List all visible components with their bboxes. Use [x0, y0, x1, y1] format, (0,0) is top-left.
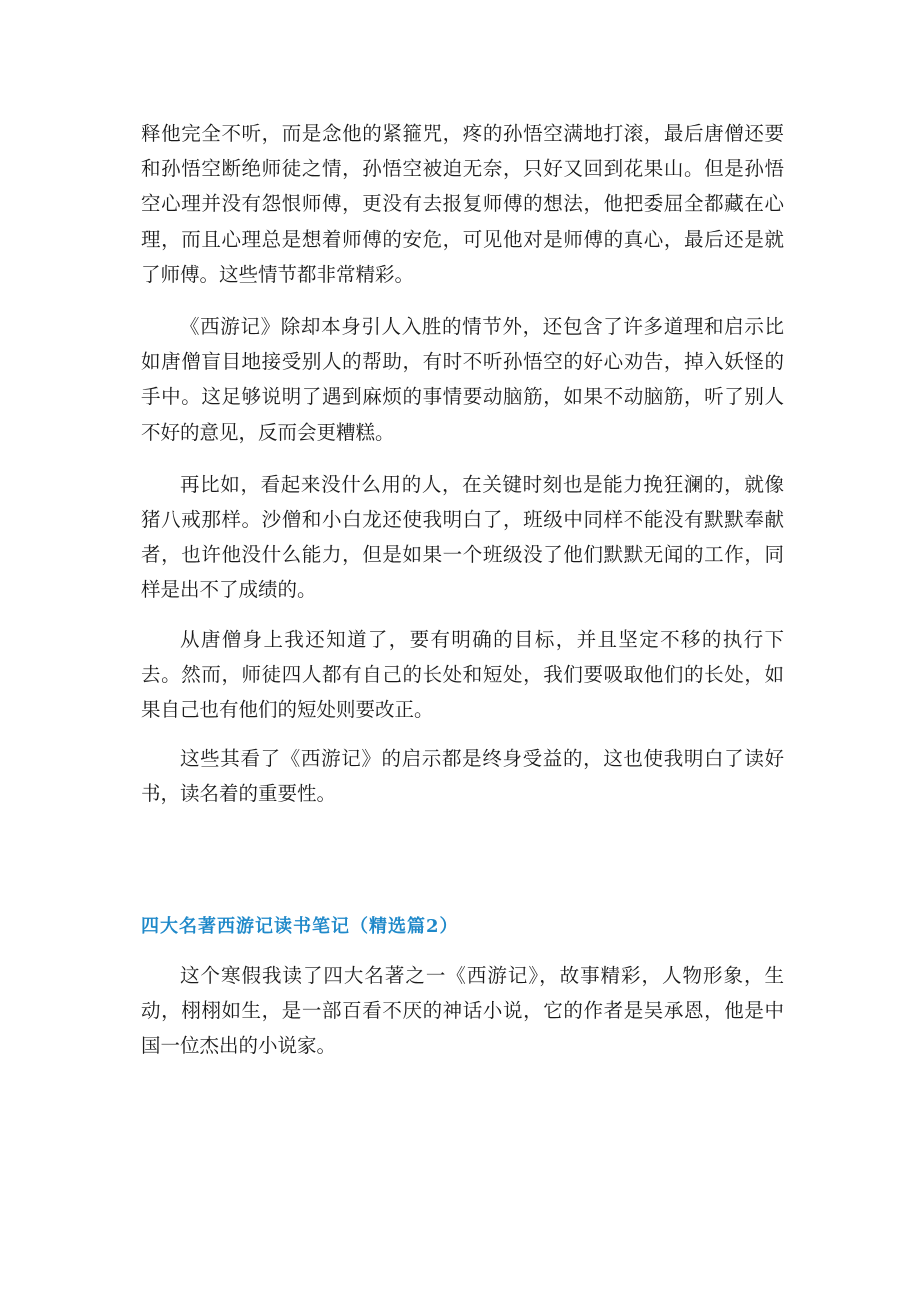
document-body — [141, 116, 784, 1063]
paragraph-tang-monk-goals: 从唐僧身上我还知道了，要有明确的目标，并且坚定不移的执行下去。然而，师徒四人都有自己的长处和短处，我们要吸取他们的长处，如果自己也有他们的短处则要改正。 — [141, 627, 784, 722]
paragraph-section-intro: 这个寒假我读了四大名著之一《西游记》，故事精彩，人物形象，生动，栩栩如生，是一部百看不厌的神话小说，它的作者是吴承恩，他是中国一位杰出的小说家。 — [141, 963, 784, 1058]
paragraph-continued: 释他完全不听，而是念他的紧箍咒，疼的孙悟空满地打滚，最后唐僧还要和孙悟空断绝师徒之情，孙悟空被迫无奈，只好又回到花果山。但是孙悟空心理并没有怨恨师傅，更没有去报复师傅的想法，他把委屈全都藏在心理，而且心理总是想着师傅的安危，可见他对是师傅的真心，最后还是就了师傅。这些情节都非常精彩。 — [141, 122, 784, 286]
section-heading: 四大名著西游记读书笔记（精选篇2） — [141, 915, 459, 937]
paragraph-pigsy-example: 再比如，看起来没什么用的人，在关键时刻也是能力挽狂澜的，就像猪八戒那样。沙僧和小白龙还使我明白了，班级中同样不能没有默默奉献者，也许他没什么能力，但是如果一个班级没了他们默默无闻的工作，同样是出不了成绩的。 — [141, 472, 784, 602]
paragraph-journey-lessons: 《西游记》除却本身引人入胜的情节外，还包含了许多道理和启示比如唐僧盲目地接受别人的帮助，有时不听孙悟空的好心劝告，掉入妖怪的手中。这足够说明了遇到麻烦的事情要动脑筋，如果不动脑筋，听了别人不好的意见，反而会更糟糕。 — [141, 315, 784, 444]
paragraph-conclusion: 这些其看了《西游记》的启示都是终身受益的，这也使我明白了读好书，读名着的重要性。 — [141, 747, 784, 806]
